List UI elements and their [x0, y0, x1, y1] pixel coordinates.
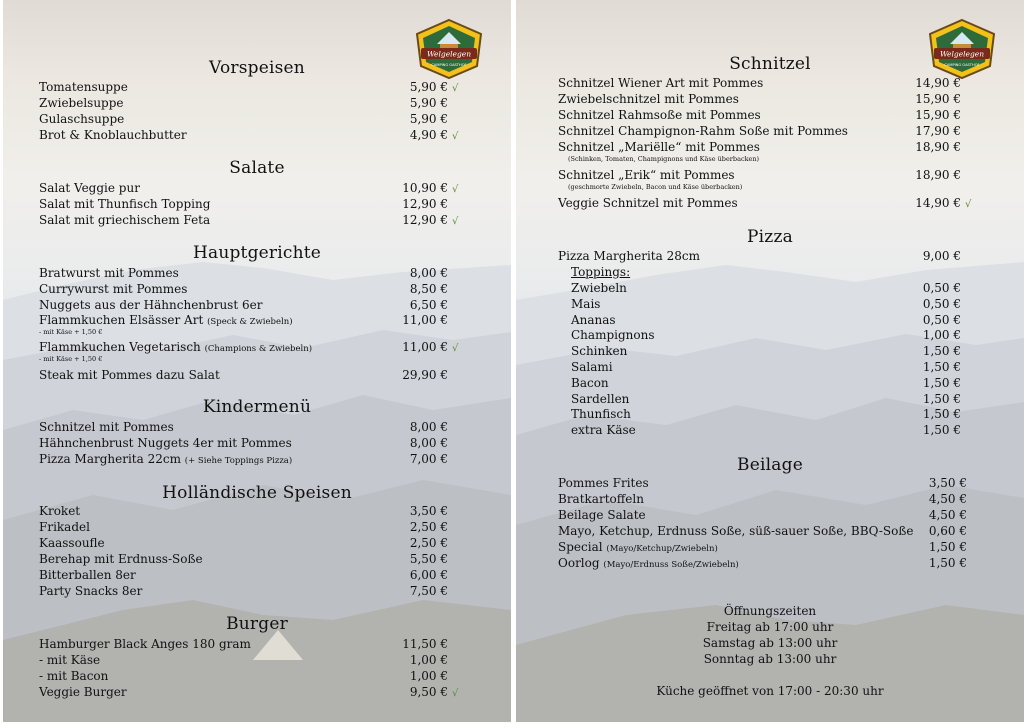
- section-heading: Salate: [229, 158, 285, 178]
- menu-item-note: - mit Käse + 1,50 €: [39, 328, 103, 336]
- menu-item: [571, 360, 961, 375]
- menu-item-price: 17,90 €: [915, 124, 961, 138]
- menu-item-price: 12,90 €: [402, 197, 448, 211]
- menu-item-label: Bacon: [571, 375, 609, 390]
- toppings-label: Toppings:: [571, 265, 631, 279]
- svg-text:Welgelegen: Welgelegen: [426, 49, 472, 59]
- menu-item: [39, 504, 448, 519]
- menu-item-name: [558, 524, 913, 539]
- menu-item-label: Schnitzel „Erik“ mit Pommes: [558, 168, 735, 182]
- menu-item-price: 14,90 €: [915, 196, 961, 210]
- menu-item: [558, 249, 961, 264]
- menu-item-detail: (Mayo/Ketchup/Zwiebeln): [606, 544, 718, 554]
- menu-item-name: [558, 492, 644, 507]
- menu-item-label: Pommes Frites: [558, 476, 649, 490]
- menu-item-price: 2,50 €: [409, 520, 448, 534]
- menu-item-label: Veggie Schnitzel mit Pommes: [558, 196, 738, 210]
- menu-item: [39, 128, 459, 143]
- menu-item-price: 8,00 €: [409, 436, 448, 450]
- menu-item-name: [571, 313, 616, 328]
- menu-item-name: [558, 76, 763, 91]
- menu-item: [39, 584, 448, 599]
- menu-item-price: 1,50 €: [928, 540, 967, 554]
- vegetarian-icon: √: [452, 343, 459, 354]
- menu-item-price: 15,90 €: [915, 92, 961, 106]
- menu-item: [39, 80, 459, 95]
- section-heading: Vorspeisen: [209, 58, 305, 78]
- menu-item-name: [39, 653, 100, 668]
- menu-item: [558, 140, 961, 155]
- menu-item: [39, 266, 448, 281]
- menu-item-price: 5,90 €: [409, 80, 448, 94]
- menu-item-name: [39, 520, 90, 535]
- menu-item-price: 5,50 €: [409, 552, 448, 566]
- menu-item-name: [39, 197, 210, 212]
- menu-item: [558, 168, 961, 183]
- menu-item: [39, 368, 448, 383]
- menu-item-price: 1,00 €: [409, 669, 448, 683]
- menu-item: [39, 637, 448, 652]
- menu-item: [571, 328, 961, 343]
- section-heading: Beilage: [737, 455, 803, 475]
- menu-item-price: 7,50 €: [409, 584, 448, 598]
- menu-item-name: [558, 108, 761, 123]
- menu-item-label: Bratkartoffeln: [558, 492, 644, 506]
- menu-item-price: 0,50 €: [922, 281, 961, 295]
- menu-item-price: 29,90 €: [402, 368, 448, 382]
- menu-item-label: Schnitzel Champignon-Rahm Soße mit Pommes: [558, 124, 848, 138]
- menu-item: [558, 492, 967, 507]
- menu-item: [39, 181, 459, 196]
- menu-item: [39, 552, 448, 567]
- menu-item-price: 9,50 €: [409, 685, 448, 699]
- opening-hours-line: Freitag ab 17:00 uhr: [706, 620, 834, 634]
- menu-item-name: [571, 344, 627, 359]
- menu-item-label: Tomatensuppe: [39, 80, 128, 94]
- menu-item-name: [39, 584, 142, 599]
- menu-item-name: [39, 552, 203, 567]
- menu-item-price: 1,50 €: [922, 407, 961, 422]
- menu-item-name: [39, 266, 179, 281]
- vegetarian-icon: √: [452, 216, 459, 227]
- menu-item-name: [39, 96, 124, 111]
- svg-text:Welgelegen: Welgelegen: [939, 49, 985, 59]
- menu-item-label: Brot & Knoblauchbutter: [39, 128, 187, 142]
- opening-hours-line: Sonntag ab 13:00 uhr: [703, 652, 837, 666]
- menu-item-name: [39, 420, 174, 435]
- menu-item-price: 1,50 €: [922, 423, 961, 438]
- menu-item-price: 1,50 €: [922, 391, 961, 406]
- menu-item-label: Salami: [571, 360, 613, 374]
- menu-item-name: [558, 124, 848, 139]
- menu-item-name: [558, 140, 760, 155]
- menu-item-label: Beilage Salate: [558, 508, 646, 522]
- menu-item: [558, 540, 967, 555]
- section-heading: Holländische Speisen: [162, 483, 352, 503]
- menu-item-name: [39, 282, 187, 297]
- menu-item-price: 3,50 €: [928, 476, 967, 490]
- menu-item-name: [558, 196, 738, 211]
- menu-item-price: 9,00 €: [922, 249, 961, 263]
- menu-item-price: 1,50 €: [922, 344, 961, 359]
- menu-item-label: Veggie Burger: [39, 685, 127, 699]
- menu-item-name: [39, 452, 292, 469]
- menu-item-label: Zwiebelsuppe: [39, 96, 124, 110]
- menu-item-price: 5,90 €: [409, 112, 448, 126]
- section-heading: Burger: [226, 614, 288, 634]
- menu-page-right: [516, 0, 1024, 722]
- menu-item-name: [558, 556, 739, 573]
- menu-item-name: [571, 392, 629, 407]
- menu-item-label: - mit Käse: [39, 653, 101, 667]
- menu-item-label: Champignons: [571, 328, 655, 343]
- menu-item-name: [39, 112, 124, 127]
- menu-item-label: Special: [558, 540, 603, 554]
- menu-item-label: Mayo, Ketchup, Erdnuss Soße, süß-sauer Soße, BBQ-Soße: [558, 524, 914, 538]
- menu-item-label: Salat mit griechischem Feta: [39, 213, 211, 227]
- menu-item-name: [39, 504, 80, 519]
- menu-item-detail: (Speck & Zwiebeln): [207, 317, 293, 327]
- menu-item: [39, 685, 459, 700]
- menu-item-name: [571, 281, 627, 296]
- menu-item-price: 8,50 €: [409, 282, 448, 296]
- menu-item-label: Salat Veggie pur: [39, 181, 140, 195]
- menu-item-price: 6,00 €: [409, 568, 448, 582]
- menu-item-name: [558, 168, 735, 183]
- menu-item: [571, 376, 961, 391]
- kitchen-hours: Küche geöffnet von 17:00 - 20:30 uhr: [656, 684, 884, 698]
- menu-item: [571, 407, 961, 422]
- menu-item-label: Steak mit Pommes dazu Salat: [39, 368, 220, 382]
- menu-item-price: 4,90 €: [409, 128, 448, 142]
- menu-item: [571, 423, 961, 438]
- menu-item-label: Zwiebeln: [571, 281, 627, 295]
- menu-item-label: Bitterballen 8er: [39, 568, 136, 582]
- menu-item-price: 8,00 €: [409, 266, 448, 280]
- menu-item-name: [571, 376, 609, 391]
- menu-item-name: [558, 540, 718, 557]
- menu-item-note: (geschmorte Zwiebeln, Bacon und Käse überbacken): [568, 183, 743, 191]
- menu-item-price: 18,90 €: [915, 168, 961, 182]
- svg-text:CAMPING GASTHOF: CAMPING GASTHOF: [944, 63, 980, 67]
- menu-item: [39, 436, 448, 451]
- menu-item: [39, 653, 448, 668]
- menu-item: [558, 108, 961, 123]
- menu-item-name: [558, 476, 649, 491]
- menu-item-price: 11,00 €: [402, 340, 448, 354]
- menu-item-note: - mit Käse + 1,50 €: [39, 355, 103, 363]
- menu-item-label: Party Snacks 8er: [39, 584, 143, 598]
- menu-item-label: Flammkuchen Elsässer Art: [39, 313, 204, 327]
- menu-item-price: 1,50 €: [928, 556, 967, 570]
- menu-item-price: 14,90 €: [915, 76, 961, 90]
- menu-item-name: [39, 80, 128, 95]
- menu-item: [558, 508, 967, 523]
- vegetarian-icon: √: [452, 688, 459, 699]
- menu-item: [558, 196, 972, 211]
- menu-item-price: 8,00 €: [409, 420, 448, 434]
- menu-item-detail: (+ Siehe Toppings Pizza): [184, 456, 293, 466]
- menu-item-label: Flammkuchen Vegetarisch: [39, 340, 201, 354]
- menu-item-label: Kroket: [39, 504, 81, 518]
- menu-item-label: extra Käse: [571, 423, 636, 438]
- menu-item: [558, 76, 961, 91]
- menu-item-label: Berehap mit Erdnuss-Soße: [39, 552, 203, 566]
- menu-item-price: 4,50 €: [928, 508, 967, 522]
- menu-item: [39, 112, 448, 127]
- menu-item: [39, 536, 448, 551]
- menu-item: [558, 92, 961, 107]
- menu-item: [39, 669, 448, 684]
- menu-item: [39, 96, 448, 111]
- menu-item: [39, 568, 448, 583]
- menu-item-price: 2,50 €: [409, 536, 448, 550]
- menu-item-label: Hähnchenbrust Nuggets 4er mit Pommes: [39, 436, 292, 450]
- vegetarian-icon: √: [965, 199, 972, 210]
- menu-item-note: (Schinken, Tomaten, Champignons und Käse überbacken): [568, 155, 760, 163]
- menu-item: [39, 452, 448, 467]
- menu-item: [558, 476, 967, 491]
- menu-item-price: 1,00 €: [922, 328, 961, 343]
- menu-item-label: Bratwurst mit Pommes: [39, 266, 179, 280]
- menu-item: [558, 556, 967, 571]
- menu-item-label: Ananas: [571, 312, 616, 327]
- menu-item-name: [558, 508, 646, 523]
- menu-item-label: Currywurst mit Pommes: [39, 282, 188, 296]
- menu-item: [571, 313, 961, 328]
- menu-item-label: Salat mit Thunfisch Topping: [39, 197, 211, 211]
- menu-item-name: [571, 423, 636, 438]
- menu-item: [39, 213, 459, 228]
- menu-item-name: [571, 297, 600, 312]
- menu-item: [558, 124, 961, 139]
- menu-item-price: 1,50 €: [922, 360, 961, 374]
- menu-item-label: Frikadel: [39, 520, 90, 534]
- menu-item-price: 0,60 €: [928, 524, 967, 538]
- menu-item-label: Nuggets aus der Hähnchenbrust 6er: [39, 298, 263, 312]
- svg-text:CAMPING GASTHOF: CAMPING GASTHOF: [431, 63, 467, 67]
- menu-item-label: Pizza Margherita 28cm: [558, 249, 700, 263]
- menu-item-label: Schnitzel Wiener Art mit Pommes: [558, 76, 764, 90]
- menu-item: [39, 298, 448, 313]
- menu-item: [571, 392, 961, 407]
- menu-item-label: Kaassoufle: [39, 536, 105, 550]
- menu-item-name: [39, 669, 108, 684]
- menu-item-name: [39, 685, 127, 700]
- menu-item-price: 7,00 €: [409, 452, 448, 466]
- menu-item: [39, 340, 459, 355]
- menu-item-name: [571, 407, 631, 422]
- menu-item-label: Hamburger Black Anges 180 gram: [39, 637, 251, 651]
- menu-item-name: [558, 249, 700, 264]
- menu-item-price: 11,50 €: [402, 637, 448, 651]
- menu-item-name: [39, 536, 105, 551]
- menu-item-name: [558, 92, 739, 107]
- menu-item-price: 1,00 €: [409, 653, 448, 667]
- menu-item: [571, 344, 961, 359]
- menu-item: [39, 282, 448, 297]
- menu-item-price: 0,50 €: [922, 296, 961, 311]
- opening-hours-line: Samstag ab 13:00 uhr: [702, 636, 838, 650]
- menu-item-name: [571, 360, 613, 375]
- vegetarian-icon: √: [452, 131, 459, 142]
- menu-item: [558, 524, 967, 539]
- menu-item-name: [39, 568, 136, 583]
- menu-item-price: 3,50 €: [409, 504, 448, 518]
- vegetarian-icon: √: [452, 83, 459, 94]
- menu-item-name: [39, 213, 210, 228]
- vegetarian-icon: √: [452, 184, 459, 195]
- menu-item-label: Pizza Margherita 22cm: [39, 452, 181, 466]
- menu-item-name: [571, 328, 654, 343]
- menu-item: [571, 281, 961, 296]
- menu-item-price: 4,50 €: [928, 492, 967, 506]
- menu-item-name: [39, 637, 251, 652]
- menu-item-name: [39, 298, 262, 313]
- menu-item-name: [39, 436, 292, 451]
- menu-item-label: Zwiebelschnitzel mit Pommes: [558, 92, 739, 106]
- menu-item-label: Schnitzel Rahmsoße mit Pommes: [558, 108, 761, 122]
- menu-item-price: 1,50 €: [922, 375, 961, 390]
- menu-item-price: 15,90 €: [915, 108, 961, 122]
- menu-item: [39, 197, 448, 212]
- menu-item-label: Schinken: [571, 344, 628, 359]
- menu-item-label: Mais: [571, 296, 601, 311]
- menu-item-label: - mit Bacon: [39, 669, 109, 683]
- menu-item-label: Schnitzel „Mariëlle“ mit Pommes: [558, 140, 760, 154]
- menu-item: [571, 297, 961, 312]
- menu-item: [39, 420, 448, 435]
- section-heading: Hauptgerichte: [192, 243, 322, 263]
- section-heading: Pizza: [747, 227, 793, 247]
- section-heading: Schnitzel: [729, 54, 811, 74]
- menu-item-label: Oorlog: [558, 556, 600, 570]
- menu-item: [39, 313, 448, 328]
- menu-item-price: 18,90 €: [915, 140, 961, 154]
- menu-item-name: [39, 368, 220, 383]
- menu-item-price: 11,00 €: [402, 313, 448, 327]
- menu-item-name: [39, 181, 140, 196]
- menu-item-label: Schnitzel mit Pommes: [39, 420, 174, 434]
- right-menu-content: [516, 0, 1024, 722]
- menu-item-detail: (Champions & Zwiebeln): [204, 344, 313, 354]
- menu-item-name: [39, 128, 187, 143]
- menu-item-price: 6,50 €: [409, 298, 448, 312]
- menu-item-label: Sardellen: [571, 391, 630, 406]
- menu-page-left: [3, 0, 511, 722]
- opening-hours-title: Öffnungszeiten: [723, 604, 817, 618]
- menu-item-price: 12,90 €: [402, 213, 448, 227]
- menu-item-price: 5,90 €: [409, 96, 448, 110]
- menu-item-detail: (Mayo/Erdnuss Soße/Zwiebeln): [603, 560, 739, 570]
- menu-item-label: Gulaschsuppe: [39, 112, 125, 126]
- menu-item-price: 0,50 €: [922, 312, 961, 327]
- menu-item: [39, 520, 448, 535]
- menu-item-label: Thunfisch: [571, 407, 631, 422]
- left-menu-content: [3, 0, 511, 722]
- menu-item-price: 10,90 €: [402, 181, 448, 195]
- section-heading: Kindermenü: [202, 397, 312, 417]
